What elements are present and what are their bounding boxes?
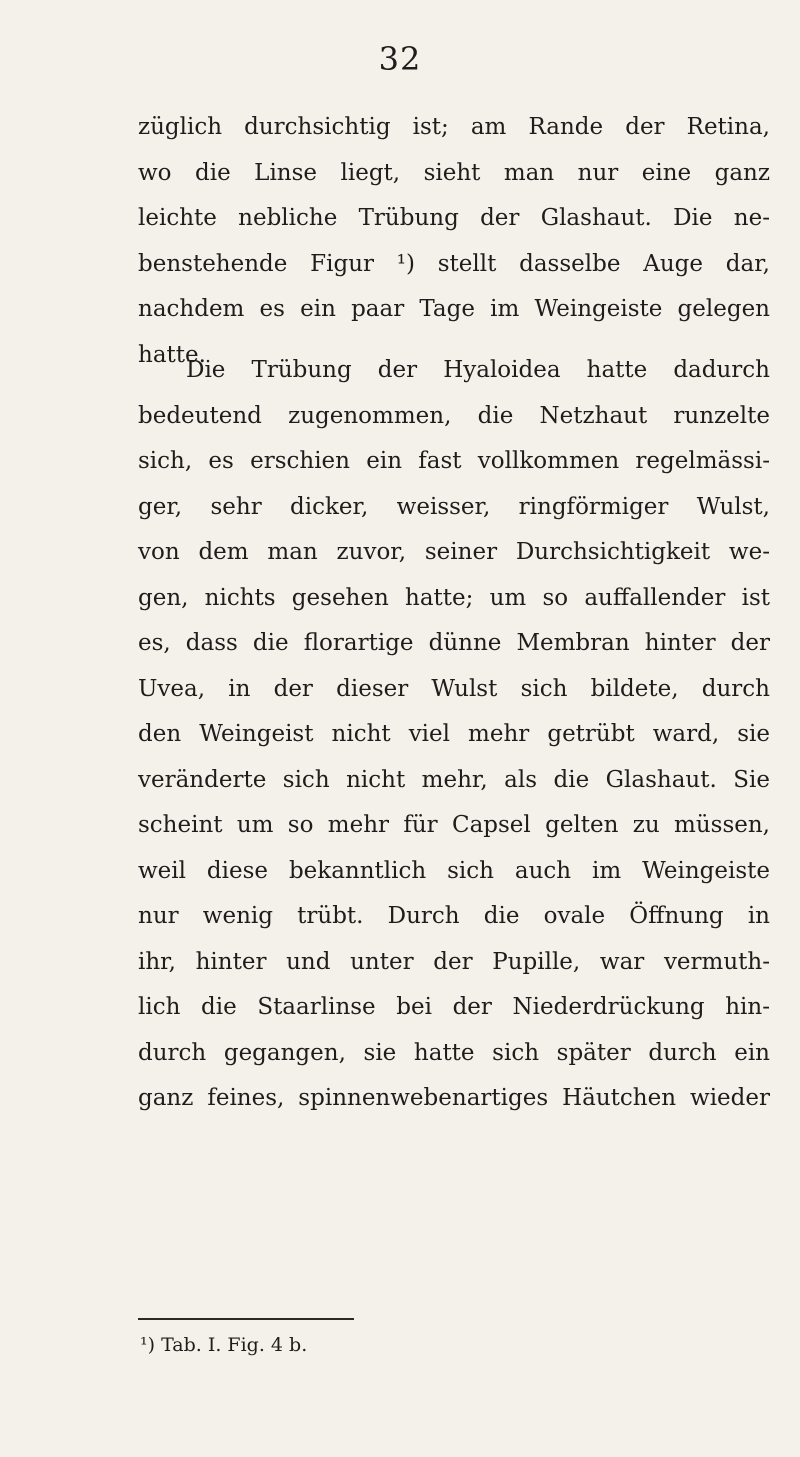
text-line: benstehende Figur ¹) stellt dasselbe Auge dar, xyxy=(138,250,770,277)
text-line: ganz feines, spinnenwebenartiges Häutchen wieder xyxy=(138,1085,770,1111)
footnote-divider xyxy=(138,1318,354,1320)
text-line: sich, es erschien ein fast vollkommen regelmässi- xyxy=(138,448,770,474)
text-line: nur wenig trübt. Durch die ovale Öffnung in xyxy=(138,903,770,929)
text-line: leichte nebliche Trübung der Glashaut. Die ne- xyxy=(138,205,770,231)
text-line: gen, nichts gesehen hatte; um so auffallender ist xyxy=(138,584,770,611)
text-line: ger, sehr dicker, weisser, ringförmiger Wulst, xyxy=(138,493,770,520)
text-line: den Weingeist nicht viel mehr getrübt ward, sie xyxy=(138,721,770,747)
text-line: hatte. xyxy=(138,341,206,368)
text-line: nachdem es ein paar Tage im Weingeiste gelegen xyxy=(138,296,770,322)
paragraph-1 xyxy=(138,105,770,378)
page-number: 32 xyxy=(378,40,422,78)
text-line: Uvea, in der dieser Wulst sich bildete, durch xyxy=(138,675,770,702)
text-line: weil diese bekanntlich sich auch im Weingeiste xyxy=(138,857,770,884)
text-line: Die Trübung der Hyaloidea hatte dadurch xyxy=(186,357,770,383)
text-line: veränderte sich nicht mehr, als die Glashaut. Sie xyxy=(138,766,770,793)
text-line: ihr, hinter und unter der Pupille, war vermuth- xyxy=(138,948,770,975)
text-line: von dem man zuvor, seiner Durchsichtigkeit we- xyxy=(138,539,770,565)
text-line: es, dass die florartige dünne Membran hinter der xyxy=(138,630,770,656)
text-line: scheint um so mehr für Capsel gelten zu müssen, xyxy=(138,812,770,838)
text-line: züglich durchsichtig ist; am Rande der Retina, xyxy=(138,114,770,140)
text-line: wo die Linse liegt, sieht man nur eine ganz xyxy=(138,159,770,186)
footnote: ¹) Tab. I. Fig. 4 b. xyxy=(140,1334,308,1356)
text-line: bedeutend zugenommen, die Netzhaut runzelte xyxy=(138,402,770,429)
text-line: durch gegangen, sie hatte sich später durch ein xyxy=(138,1039,770,1066)
paragraph-2 xyxy=(138,348,770,1122)
text-line: lich die Staarlinse bei der Niederdrückung hin- xyxy=(138,994,770,1020)
